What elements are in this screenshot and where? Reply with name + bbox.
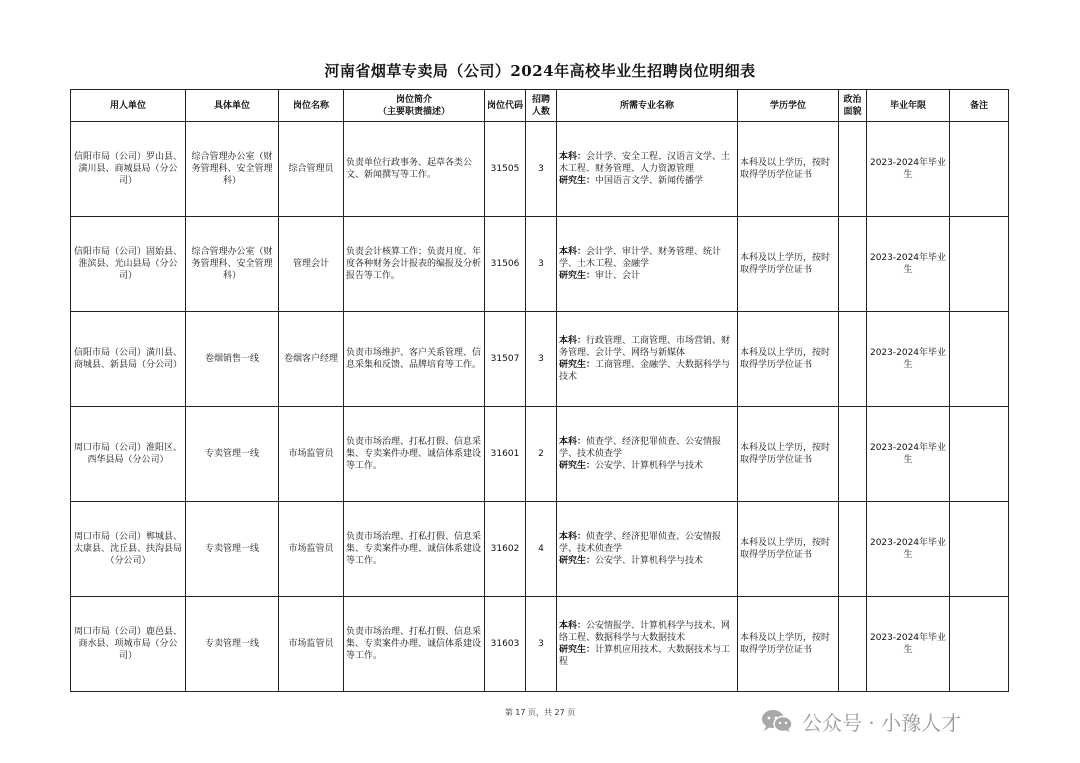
cell-unit: 专卖管理一线 — [186, 597, 279, 692]
cell-position: 管理会计 — [279, 217, 344, 312]
cell-politics — [839, 407, 867, 502]
majors-postgrad-label: 研究生： — [559, 271, 596, 281]
cell-majors — [557, 407, 738, 502]
table-body — [71, 122, 1009, 692]
watermark-text: 公众号 · 小豫人才 — [802, 710, 962, 735]
cell-code: 31506 — [485, 217, 526, 312]
majors-undergrad-label: 本科： — [559, 247, 587, 257]
cell-employer: 周口市局（公司）鹿邑县、商水县、项城市局（分公司） — [71, 597, 186, 692]
cell-duties: 负责单位行政事务、起草各类公文、新闻撰写等工作。 — [344, 122, 485, 217]
cell-employer: 周口市局（公司）郸城县、太康县、沈丘县、扶沟县局（分公司） — [71, 502, 186, 597]
cell-count: 4 — [526, 502, 557, 597]
cell-duties: 负责市场治理、打私打假、信息采集、专卖案件办理、诚信体系建设等工作。 — [344, 502, 485, 597]
cell-employer: 信阳市局（公司）潢川县、商城县、新县局（分公司） — [71, 312, 186, 407]
cell-duties: 负责市场维护、客户关系管理、信息采集和反馈、品牌培育等工作。 — [344, 312, 485, 407]
majors-postgrad-text: 公安学、计算机科学与技术 — [595, 461, 704, 471]
watermark — [760, 708, 961, 734]
cell-politics — [839, 122, 867, 217]
table-row — [71, 407, 1009, 502]
majors-undergrad-text: 公安情报学、计算机科学与技术、网络工程、数据科学与大数据技术 — [559, 621, 731, 643]
col-header-position: 岗位名称 — [279, 90, 344, 122]
cell-code: 31505 — [485, 122, 526, 217]
cell-remark — [950, 407, 1009, 502]
table-row — [71, 217, 1009, 312]
majors-undergrad — [559, 335, 735, 359]
cell-position: 综合管理员 — [279, 122, 344, 217]
table-row — [71, 312, 1009, 407]
col-header-remark: 备注 — [950, 90, 1009, 122]
majors-undergrad-label: 本科： — [559, 336, 587, 346]
majors-undergrad-text: 会计学、审计学、财务管理、统计学、土木工程、金融学 — [559, 247, 722, 269]
cell-employer: 信阳市局（公司）固始县、淮滨县、光山县局（分公司） — [71, 217, 186, 312]
cell-remark — [950, 217, 1009, 312]
cell-grad-year: 2023-2024年毕业生 — [867, 312, 950, 407]
majors-postgrad — [559, 270, 735, 282]
cell-degree: 本科及以上学历，按时取得学历学位证书 — [738, 217, 839, 312]
cell-remark — [950, 597, 1009, 692]
majors-postgrad — [559, 359, 735, 383]
cell-employer: 周口市局（公司）淮阳区、西华县局（分公司） — [71, 407, 186, 502]
majors-undergrad — [559, 436, 735, 460]
cell-grad-year: 2023-2024年毕业生 — [867, 502, 950, 597]
cell-degree: 本科及以上学历，按时取得学历学位证书 — [738, 312, 839, 407]
col-header-code: 岗位代码 — [485, 90, 526, 122]
cell-count: 2 — [526, 407, 557, 502]
majors-postgrad — [559, 555, 735, 567]
majors-postgrad-text: 工商管理、金融学、大数据科学与技术 — [559, 360, 731, 382]
cell-majors — [557, 597, 738, 692]
majors-postgrad-label: 研究生： — [559, 461, 596, 471]
cell-position: 市场监管员 — [279, 407, 344, 502]
cell-politics — [839, 597, 867, 692]
majors-postgrad — [559, 644, 735, 668]
cell-politics — [839, 217, 867, 312]
col-header-politics: 政治面貌 — [839, 90, 867, 122]
majors-undergrad — [559, 620, 735, 644]
majors-postgrad-label: 研究生： — [559, 360, 596, 370]
cell-count: 3 — [526, 122, 557, 217]
page-title: 河南省烟草专卖局（公司）2024年高校毕业生招聘岗位明细表 — [324, 62, 756, 80]
cell-count: 3 — [526, 217, 557, 312]
cell-position: 卷烟客户经理 — [279, 312, 344, 407]
majors-postgrad-text: 公安学、计算机科学与技术 — [595, 556, 704, 566]
col-header-grad-year: 毕业年限 — [867, 90, 950, 122]
majors-undergrad — [559, 246, 735, 270]
col-header-duties: 岗位简介 （主要职责描述） — [344, 90, 485, 122]
cell-code: 31602 — [485, 502, 526, 597]
cell-remark — [950, 312, 1009, 407]
majors-undergrad-label: 本科： — [559, 621, 587, 631]
majors-postgrad-text: 计算机应用技术、大数据技术与工程 — [559, 645, 731, 667]
cell-count: 3 — [526, 597, 557, 692]
cell-remark — [950, 122, 1009, 217]
cell-grad-year: 2023-2024年毕业生 — [867, 122, 950, 217]
cell-unit: 综合管理办公室（财务管理科、安全管理科） — [186, 122, 279, 217]
col-header-majors: 所需专业名称 — [557, 90, 738, 122]
cell-degree: 本科及以上学历，按时取得学历学位证书 — [738, 407, 839, 502]
majors-postgrad-text: 审计、会计 — [595, 271, 641, 281]
page-footer: 第 17 页，共 27 页 — [504, 708, 576, 717]
cell-employer: 信阳市局（公司）罗山县、潢川县、商城县局（分公司） — [71, 122, 186, 217]
majors-undergrad-text: 侦查学、经济犯罪侦查、公安情报学、技术侦查学 — [559, 437, 722, 459]
wechat-icon — [760, 709, 794, 733]
majors-postgrad-label: 研究生： — [559, 556, 596, 566]
col-header-unit: 具体单位 — [186, 90, 279, 122]
cell-grad-year: 2023-2024年毕业生 — [867, 407, 950, 502]
cell-code: 31507 — [485, 312, 526, 407]
cell-grad-year: 2023-2024年毕业生 — [867, 597, 950, 692]
cell-unit: 卷烟销售一线 — [186, 312, 279, 407]
cell-remark — [950, 502, 1009, 597]
majors-undergrad-label: 本科： — [559, 437, 587, 447]
table-row — [71, 502, 1009, 597]
majors-postgrad-text: 中国语言文学、新闻传播学 — [595, 176, 704, 186]
majors-undergrad-label: 本科： — [559, 152, 587, 162]
cell-degree: 本科及以上学历，按时取得学历学位证书 — [738, 502, 839, 597]
table-row — [71, 597, 1009, 692]
cell-unit: 专卖管理一线 — [186, 502, 279, 597]
cell-position: 市场监管员 — [279, 502, 344, 597]
col-header-degree: 学历学位 — [738, 90, 839, 122]
majors-undergrad — [559, 151, 735, 175]
cell-majors — [557, 122, 738, 217]
cell-unit: 专卖管理一线 — [186, 407, 279, 502]
majors-undergrad-label: 本科： — [559, 532, 587, 542]
job-table — [70, 89, 1009, 692]
majors-postgrad — [559, 175, 735, 187]
majors-undergrad-text: 会计学、安全工程、汉语言文学、土木工程、财务管理、人力资源管理 — [559, 152, 731, 174]
cell-code: 31601 — [485, 407, 526, 502]
cell-degree: 本科及以上学历，按时取得学历学位证书 — [738, 122, 839, 217]
table-header-row — [71, 90, 1009, 122]
cell-politics — [839, 312, 867, 407]
cell-duties: 负责市场治理、打私打假、信息采集、专卖案件办理、诚信体系建设等工作。 — [344, 407, 485, 502]
cell-grad-year: 2023-2024年毕业生 — [867, 217, 950, 312]
majors-undergrad-text: 行政管理、工商管理、市场营销、财务管理、会计学、网络与新媒体 — [559, 336, 731, 358]
cell-unit: 综合管理办公室（财务管理科、安全管理科） — [186, 217, 279, 312]
cell-degree: 本科及以上学历，按时取得学历学位证书 — [738, 597, 839, 692]
cell-duties: 负责市场治理、打私打假、信息采集、专卖案件办理、诚信体系建设等工作。 — [344, 597, 485, 692]
cell-count: 3 — [526, 312, 557, 407]
majors-undergrad-text: 侦查学、经济犯罪侦查、公安情报学、技术侦查学 — [559, 532, 722, 554]
cell-majors — [557, 217, 738, 312]
majors-postgrad — [559, 460, 735, 472]
col-header-employer: 用人单位 — [71, 90, 186, 122]
table-row — [71, 122, 1009, 217]
cell-duties: 负责会计核算工作；负责月度、年度各种财务会计报表的编报及分析报告等工作。 — [344, 217, 485, 312]
cell-code: 31603 — [485, 597, 526, 692]
cell-position: 市场监管员 — [279, 597, 344, 692]
col-header-count: 招聘人数 — [526, 90, 557, 122]
majors-undergrad — [559, 531, 735, 555]
cell-politics — [839, 502, 867, 597]
majors-postgrad-label: 研究生： — [559, 645, 596, 655]
majors-postgrad-label: 研究生： — [559, 176, 596, 186]
cell-majors — [557, 312, 738, 407]
cell-majors — [557, 502, 738, 597]
